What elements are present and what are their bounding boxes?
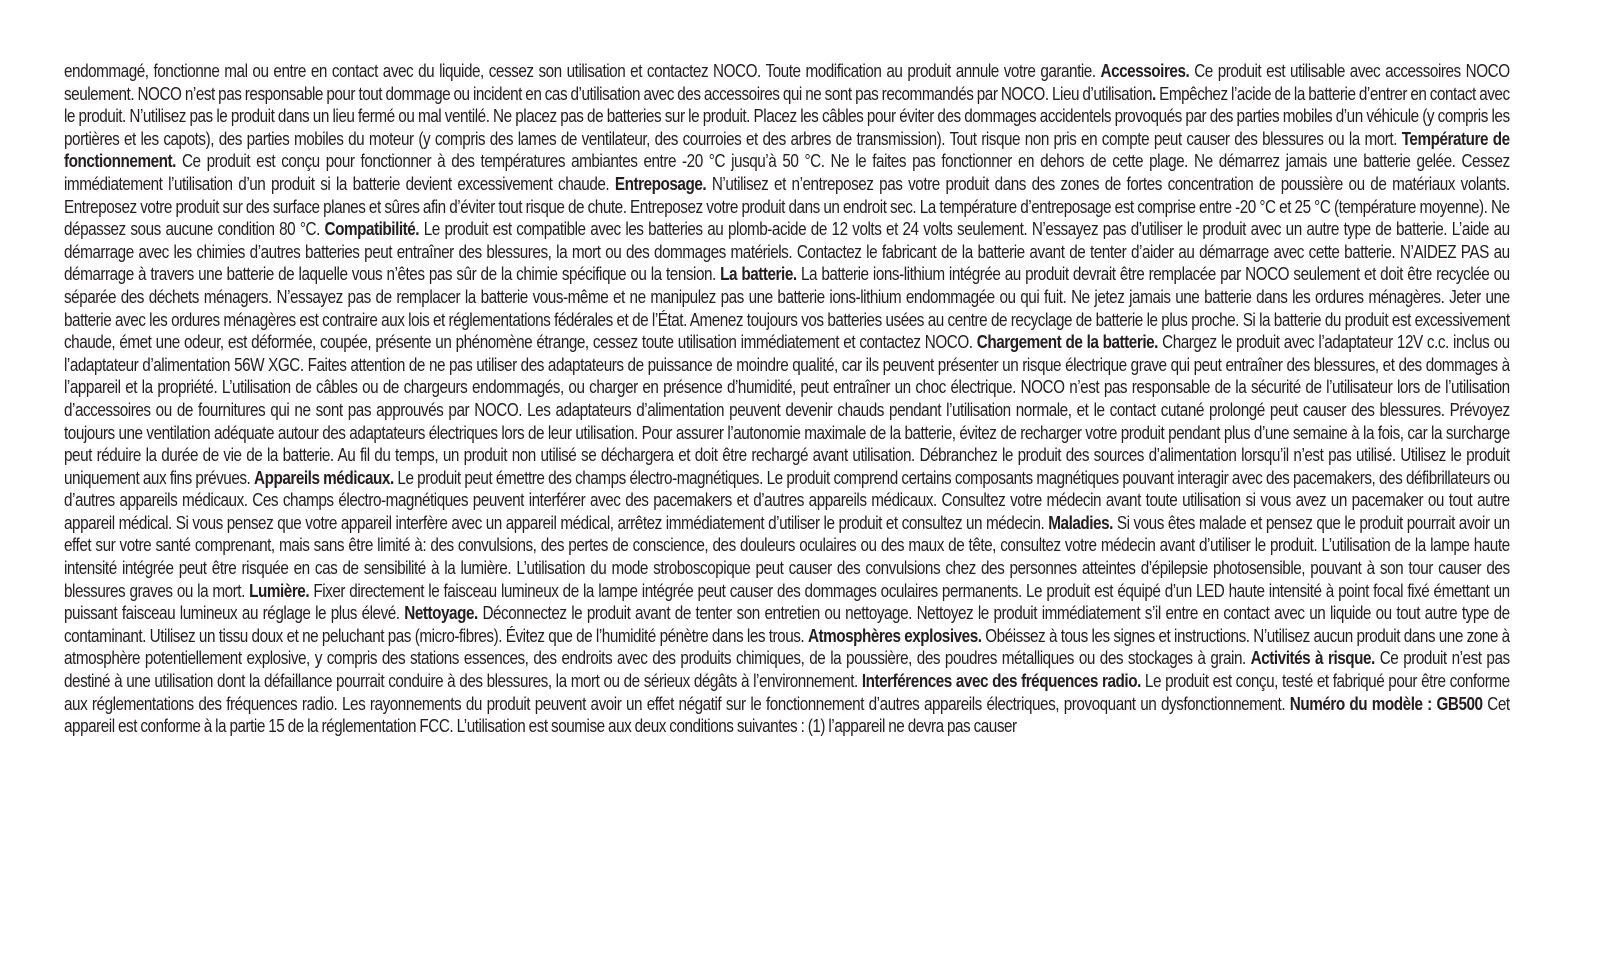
heading-la-batterie: La batterie. — [720, 264, 797, 285]
text-segment: Le produit est compatible avec les batteries au plomb-acide de 12 volts et 24 volts seulement. N’essayez pas d’utiliser le produit avec un autre type de batterie. L’aide au démarrage avec les chimies d’autres batteries peut entraîner des blessures, la mort ou des dommages matériels. Contactez le fabricant de la batterie avant de tenter d’aider au démarrage avec cette batterie. N’AIDEZ PAS au démarrage à travers une batterie de laquelle vous n’êtes pas sûr de la chimie spécifique ou la tension. — [64, 219, 1510, 285]
text-segment: Obéissez à tous les signes et instructions. N’utilisez aucun produit dans une zone à atmosphère potentiellement explosive, y compris des stations essences, des endroits avec des produits chimiques, de la poussière, des poudres métalliques ou des stockages à grain. — [64, 625, 1510, 669]
heading-entreposage: Entreposage. — [614, 173, 707, 194]
text-segment: Ce produit est conçu pour fonctionner à des températures ambiantes entre -20 °C jusqu’à 50 °C. Ne le faites pas fonctionner en dehors de cette plage. Ne démarrez jamais une batterie gelée. Cessez immédiatement l’utilisation d’un produit si la batterie devient excessivement chaude. — [64, 151, 1510, 194]
heading-temperature-fonctionnement: Température de fonctionnement. — [64, 128, 1510, 172]
text-segment: Déconnectez le produit avant de tenter son entretien ou nettoyage. Nettoyez le produit immédiatement s’il entre en contact avec un liquide ou tout autre type de contaminant. Utilisez un tissu doux et ne peluchant pas (micro-fibres). Évitez que de l’humidité pénètre dans les trous. — [64, 603, 1510, 646]
text-segment: Chargez le produit avec l’adaptateur 12V c.c. inclus ou l’adaptateur d’alimentation 56W XGC. Faites attention de ne pas utiliser des adaptateurs de puissance de moindre qualité, car ils peuvent présenter un risque électrique grave qui peut entraîner des blessures, et des dommages à l’appareil et la propriété. L’utilisation de câbles ou de chargeurs endommagés, ou charger en présence d’humidité, peut entraîner un choc électrique. NOCO n’est pas responsable de la sécurité de l’utilisateur lors de l’utilisation d’accessoires ou de fournitures qui ne sont pas approuvés par NOCO. Les adaptateurs d’alimentation peuvent devenir chauds pendant l’utilisation normale, et le contact cutané prolongé peut causer des blessures. Prévoyez toujours une ventilation adéquate autour des adaptateurs électriques lors de leur utilisation. Pour assurer l’autonomie maximale de la batterie, évitez de recharger votre produit pendant plus d’une semaine à la fois, car la surcharge peut réduire la durée de vie de la batterie. Au fil du temps, un produit non utilisé se déchargera et doit être rechargé avant utilisation. Débranchez le produit des sources d’alimentation lorsqu’il n’est pas utilisé. Utilisez le produit uniquement aux fins prévues. — [64, 332, 1510, 488]
text-segment: Cet appareil est conforme à la partie 15 de la réglementation FCC. L’utilisation est soumise aux deux conditions suivantes : (1) l’appareil ne devra pas causer — [64, 693, 1510, 737]
heading-maladies: Maladies. — [1048, 512, 1113, 533]
text-segment: Ce produit est utilisable avec accessoires NOCO seulement. NOCO n’est pas responsable pour tout dommage ou incident en cas d’utilisation avec des accessoires qui ne sont pas recommandés par NOCO. Lieu d’utilisation — [64, 61, 1510, 104]
heading-nettoyage: Nettoyage. — [404, 603, 478, 624]
heading-lieu-utilisation-period: . — [1151, 83, 1156, 104]
heading-accessoires: Accessoires. — [1100, 61, 1190, 81]
text-segment: La batterie ions-lithium intégrée au produit devrait être remplacée par NOCO seulement et doit être recyclée ou séparée des déchets ménagers. N’essayez pas de remplacer la batterie vous-même et ne manipulez pas une batterie ions-lithium endommagée ou qui fuit. Ne jetez jamais une batterie dans les ordures ménagères. Jeter une batterie avec les ordures ménagères est contraire aux lois et réglementations fédérales et de l’État. Amenez toujours vos batteries usées au centre de recyclage de batterie le plus proche. Si la batterie du produit est excessivement chaude, émet une odeur, est déformée, coupée, présente un phénomène étrange, cessez toute utilisation immédiatement et contactez NOCO. — [64, 264, 1510, 353]
heading-compatibilite: Compatibilité. — [324, 219, 420, 240]
text-segment: Empêchez l’acide de la batterie d’entrer en contact avec le produit. N’utilisez pas le produit dans un lieu fermé ou mal ventilé. Ne placez pas de batteries sur le produit. Placez les câbles pour éviter des dommages accidentels provoqués par des parties mobiles d’un véhicule (y compris les portières et les capots), des parties mobiles du moteur (y compris des lames de ventilateur, des courroies et des arbres de transmission). Tout risque non pris en compte peut causer des blessures ou la mort. — [64, 83, 1510, 149]
heading-atmospheres-explosives: Atmosphères explosives. — [807, 625, 982, 646]
text-segment: endommagé, fonctionne mal ou entre en contact avec du liquide, cessez son utilisation et contactez NOCO. Toute modification au produit annule votre garantie. — [64, 61, 1101, 81]
heading-numero-modele: Numéro du modèle : GB500 — [1289, 693, 1483, 714]
text-segment: N’utilisez et n’entreposez pas votre produit dans des zones de fortes concentration de poussière ou de matériaux volants. Entreposez votre produit sur des surface planes et sûres afin d’éviter tout risque de chute. Entreposez votre produit dans un endroit sec. La température d’entreposage est comprise entre -20 °C et 25 °C (température moyenne). Ne dépassez sous aucune condition 80 °C. — [64, 173, 1510, 240]
heading-appareils-medicaux: Appareils médicaux. — [254, 467, 394, 488]
text-segment: Fixer directement le faisceau lumineux de la lampe intégrée peut causer des dommages oculaires permanents. Le produit est équipé d’un LED haute intensité à point focal fixé émettant un puissant faisceau lumineux au réglage le plus élevé. — [64, 580, 1510, 624]
document-page — [64, 60, 1510, 738]
heading-activites-risque: Activités à risque. — [1250, 648, 1375, 669]
heading-lumiere: Lumière. — [249, 580, 310, 601]
text-segment: Le produit peut émettre des champs électro-magnétiques. Le produit comprend certains composants magnétiques pouvant interagir avec des pacemakers, des défibrillateurs ou d’autres appareils médicaux. Ces champs électro-magnétiques peuvent interférer avec des pacemakers et d’autres appareils médicaux. Consultez votre médecin avant toute utilisation si vous avez un pacemaker ou tout autre appareil médical. Si vous pensez que votre appareil interfère avec un appareil médical, arrêtez immédiatement d’utiliser le produit et consultez un médecin. — [64, 467, 1510, 533]
heading-interferences-radio: Interférences avec des fréquences radio. — [861, 671, 1141, 692]
safety-instructions-paragraph — [64, 60, 1510, 738]
text-segment: Le produit est conçu, testé et fabriqué pour être conforme aux réglementations des fréquences radio. Les rayonnements du produit peuvent avoir un effet négatif sur le fonctionnement d’autres appareils électriques, provoquant un dysfonctionnement. — [64, 671, 1510, 714]
heading-chargement-batterie: Chargement de la batterie. — [976, 332, 1158, 353]
text-segment: Si vous êtes malade et pensez que le produit pourrait avoir un effet sur votre santé comprenant, mais sans être limité à: des convulsions, des pertes de conscience, des douleurs oculaires ou des maux de tête, consultez votre médecin avant d’utiliser le produit. L’utilisation de la lampe haute intensité intégrée peut être risquée en cas de sensibilité à la lumière. L’utilisation du mode stroboscopique peut causer des convulsions chez des personnes atteintes d’épilepsie photosensible, pouvant à son tour causer des blessures graves ou la mort. — [64, 512, 1510, 601]
text-segment: Ce produit n’est pas destiné à une utilisation dont la défaillance pourrait conduire à des blessures, la mort ou de sérieux dégâts à l’environnement. — [64, 648, 1510, 692]
